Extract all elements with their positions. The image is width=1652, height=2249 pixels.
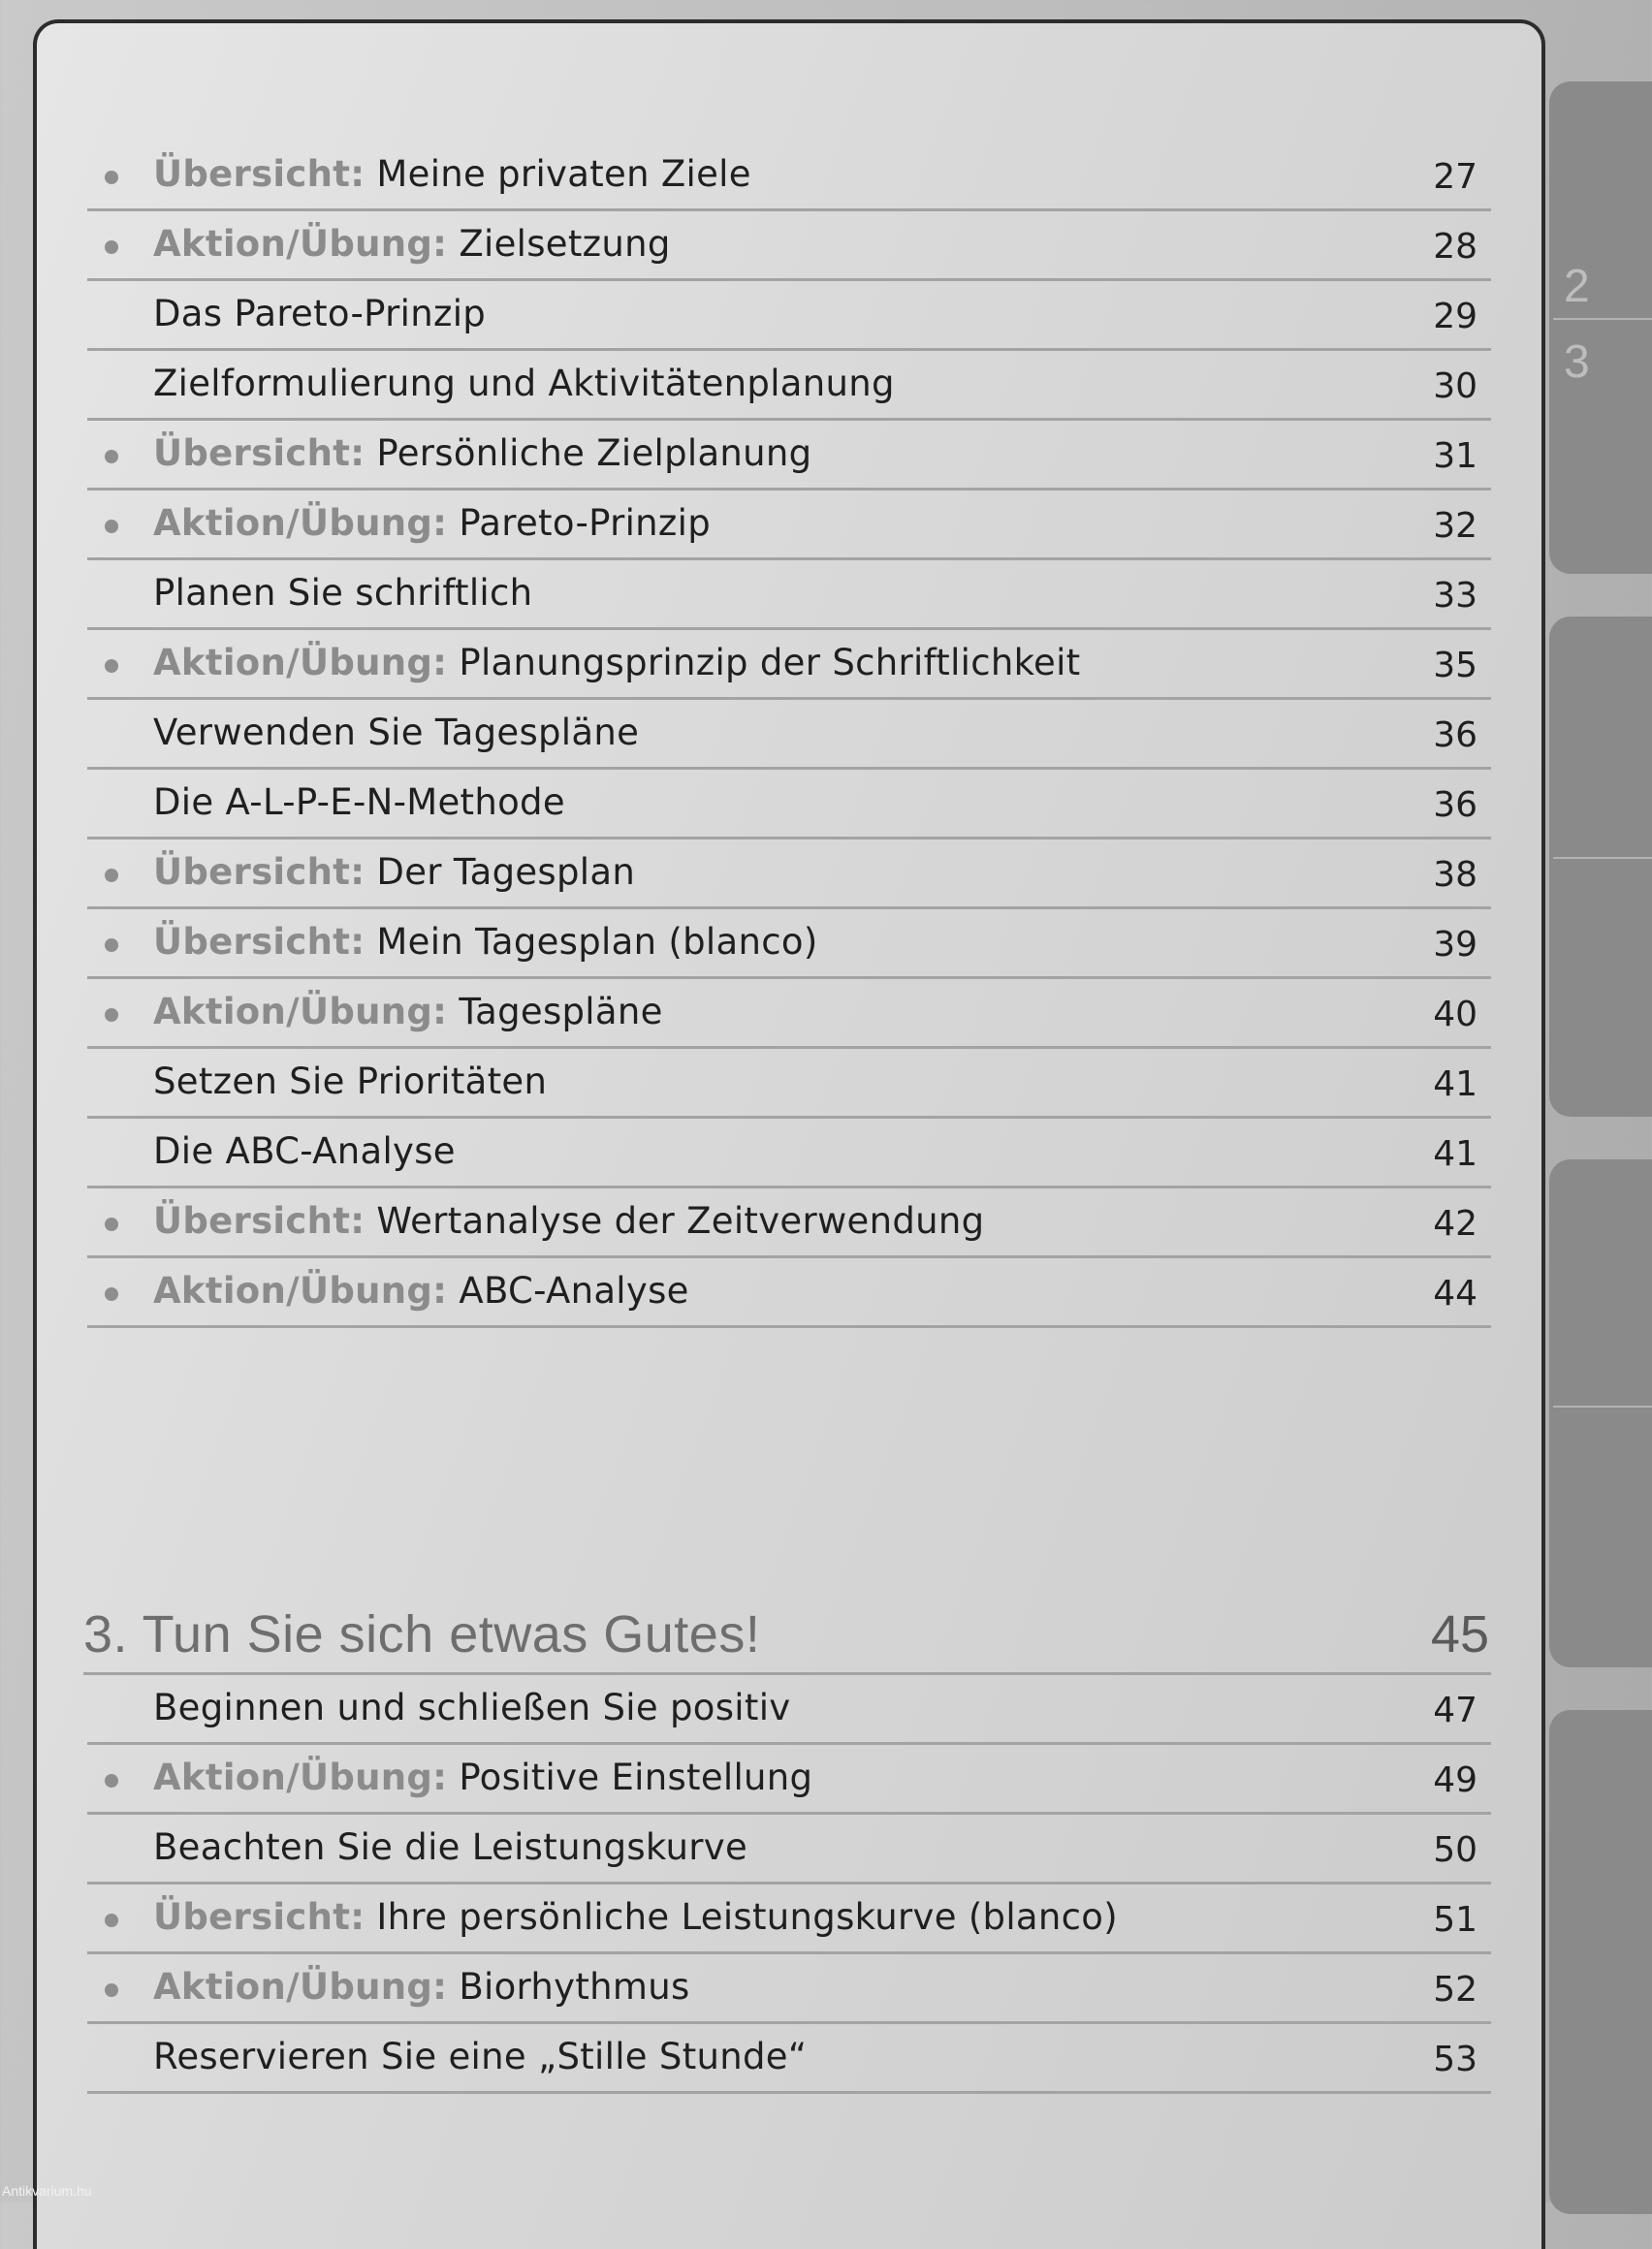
toc-entry-text (153, 851, 635, 893)
toc-entry-title: Setzen Sie Prioritäten (153, 1061, 548, 1102)
chapter-page-number: 45 (1430, 1605, 1489, 1663)
toc-entry-title: Positive Einstellung (459, 1757, 813, 1798)
toc-entry-page-number: 52 (1433, 1970, 1477, 2010)
bullet-icon (105, 938, 118, 952)
toc-entry (87, 1049, 1491, 1119)
toc-entry-title: Meine privaten Ziele (376, 153, 751, 195)
bullet-icon (105, 450, 118, 463)
toc-entry-text (153, 642, 1081, 683)
toc-entry-label: Aktion/Übung: (153, 1270, 448, 1312)
toc-entry-title: Der Tagesplan (376, 851, 636, 893)
toc-entry-title: Biorhythmus (459, 1966, 690, 2008)
toc-entry-page-number: 36 (1433, 715, 1477, 755)
tab-divider (1553, 318, 1652, 320)
toc-entry-label: Übersicht: (153, 851, 365, 893)
toc-entry-page-number: 35 (1433, 646, 1477, 685)
bullet-icon (105, 171, 118, 184)
toc-entry-label: Aktion/Übung: (153, 502, 448, 544)
tab-number-2: 2 (1564, 261, 1590, 312)
toc-entry-label: Aktion/Übung: (153, 223, 448, 265)
toc-entry-page-number: 44 (1433, 1274, 1477, 1314)
toc-entry-title: Beginnen und schließen Sie positiv (153, 1687, 791, 1728)
toc-entry (87, 142, 1491, 211)
toc-entry-page-number: 42 (1433, 1204, 1477, 1244)
toc-entry-title: Pareto-Prinzip (459, 502, 712, 544)
bullet-icon (105, 659, 118, 673)
toc-entry (87, 1745, 1491, 1815)
toc-entry-text (153, 1826, 747, 1868)
bullet-icon (105, 240, 118, 254)
chapter-entries (87, 1675, 1491, 2094)
register-tabs (1549, 0, 1652, 2202)
toc-entry-text (153, 363, 895, 404)
toc-entry-label: Aktion/Übung: (153, 642, 448, 683)
toc-entry-title: Zielsetzung (459, 223, 671, 265)
toc-entry (87, 491, 1491, 560)
toc-entry-page-number: 40 (1433, 995, 1477, 1034)
tab-number-3: 3 (1564, 336, 1590, 388)
toc-entry-page-number: 51 (1433, 1900, 1477, 1940)
toc-entry (87, 2024, 1491, 2094)
toc-entry-label: Aktion/Übung: (153, 991, 448, 1032)
toc-entry (87, 909, 1491, 979)
toc-entry-page-number: 31 (1433, 436, 1477, 476)
bullet-icon (105, 1287, 118, 1301)
toc-entry-label: Übersicht: (153, 153, 365, 195)
toc-entry-title: Zielformulierung und Aktivitätenplanung (153, 363, 895, 404)
toc-entry-page-number: 41 (1433, 1064, 1477, 1104)
toc-entry (87, 1885, 1491, 1954)
toc-entry-page-number: 30 (1433, 366, 1477, 406)
toc-entry-text (153, 2036, 807, 2077)
register-tab (1549, 617, 1652, 1117)
toc-entry (87, 1258, 1491, 1328)
bullet-icon (105, 1914, 118, 1927)
toc-entry (87, 1188, 1491, 1258)
toc-entry-text (153, 1130, 456, 1172)
toc-entry (87, 770, 1491, 839)
toc-entry-title: Planen Sie schriftlich (153, 572, 533, 614)
tab-divider (1553, 857, 1652, 859)
chapter-heading (83, 1601, 1491, 1675)
toc-entry-title: Wertanalyse der Zeitverwendung (376, 1200, 985, 1242)
toc-entry-text (153, 712, 639, 753)
toc-entry-page-number: 49 (1433, 1760, 1477, 1800)
register-tab-section-2-3 (1549, 81, 1652, 574)
toc-entry-text (153, 921, 818, 963)
toc-entry-text (153, 223, 671, 265)
toc-entry-text (153, 1270, 689, 1312)
toc-entry-title: Ihre persönliche Leistungskurve (blanco) (376, 1896, 1118, 1938)
toc-entry (87, 351, 1491, 421)
toc-entry (87, 839, 1491, 909)
chapter-title: 3. Tun Sie sich etwas Gutes! (83, 1605, 761, 1663)
toc-entry-page-number: 28 (1433, 227, 1477, 267)
toc-entry (87, 1815, 1491, 1885)
toc-entry-title: Tagespläne (459, 991, 663, 1032)
toc-entry (87, 421, 1491, 491)
toc-entry (87, 630, 1491, 700)
toc-entry (87, 700, 1491, 770)
toc-entry-label: Übersicht: (153, 1896, 365, 1938)
toc-entry-page-number: 38 (1433, 855, 1477, 895)
toc-entry-title: Verwenden Sie Tagespläne (153, 712, 640, 753)
toc-entry (87, 560, 1491, 630)
toc-entry-text (153, 1687, 790, 1728)
bullet-icon (105, 1008, 118, 1022)
toc-entry-text (153, 432, 811, 474)
toc-entry (87, 1119, 1491, 1188)
toc-entry-page-number: 53 (1433, 2040, 1477, 2079)
toc-entry (87, 281, 1491, 351)
register-tab (1549, 1159, 1652, 1667)
toc-entry-text (153, 572, 532, 614)
toc-entry-title: Persönliche Zielplanung (376, 432, 812, 474)
toc-entry-title: Das Pareto-Prinzip (153, 293, 487, 334)
toc-entry-label: Übersicht: (153, 921, 365, 963)
toc-entry-label: Übersicht: (153, 1200, 365, 1242)
bullet-icon (105, 520, 118, 533)
bullet-icon (105, 1218, 118, 1231)
toc-entry-title: Beachten Sie die Leistungskurve (153, 1826, 748, 1868)
toc-entry-text (153, 1757, 812, 1798)
toc-entry-page-number: 39 (1433, 925, 1477, 965)
toc-entry-text (153, 991, 663, 1032)
toc-entry (87, 979, 1491, 1049)
toc-entry-page-number: 47 (1433, 1691, 1477, 1730)
bullet-icon (105, 1983, 118, 1997)
watermark: Antikvarium.hu (2, 2183, 92, 2199)
toc-entry-title: Reservieren Sie eine „Stille Stunde“ (153, 2036, 808, 2077)
toc-entry-page-number: 36 (1433, 785, 1477, 825)
table-of-contents (87, 142, 1491, 1328)
toc-entry-text (153, 502, 711, 544)
toc-entry-title: ABC-Analyse (459, 1270, 689, 1312)
toc-entry-text (153, 1896, 1118, 1938)
toc-entry-title: Mein Tagesplan (blanco) (376, 921, 818, 963)
bullet-icon (105, 869, 118, 882)
toc-entry-title: Die A-L-P-E-N-Methode (153, 781, 565, 823)
toc-entry-text (153, 1200, 984, 1242)
toc-entry-label: Aktion/Übung: (153, 1966, 448, 2008)
bullet-icon (105, 1774, 118, 1788)
toc-entry-page-number: 50 (1433, 1830, 1477, 1870)
register-tab (1549, 1710, 1652, 2214)
tab-divider (1553, 1406, 1652, 1408)
toc-entry-text (153, 1966, 690, 2008)
toc-entry-text (153, 781, 565, 823)
toc-entry-text (153, 293, 486, 334)
toc-entry-label: Übersicht: (153, 432, 365, 474)
toc-entry-page-number: 32 (1433, 506, 1477, 546)
toc-entry-page-number: 27 (1433, 157, 1477, 197)
toc-entry-page-number: 33 (1433, 576, 1477, 616)
toc-entry-label: Aktion/Übung: (153, 1757, 448, 1798)
toc-entry-text (153, 153, 751, 195)
toc-entry-page-number: 41 (1433, 1134, 1477, 1174)
toc-entry-title: Planungsprinzip der Schriftlichkeit (459, 642, 1081, 683)
toc-entry (87, 211, 1491, 281)
toc-entry-title: Die ABC-Analyse (153, 1130, 456, 1172)
toc-entry-page-number: 29 (1433, 297, 1477, 336)
toc-entry (87, 1954, 1491, 2024)
toc-entry (87, 1675, 1491, 1745)
toc-entry-text (153, 1061, 547, 1102)
